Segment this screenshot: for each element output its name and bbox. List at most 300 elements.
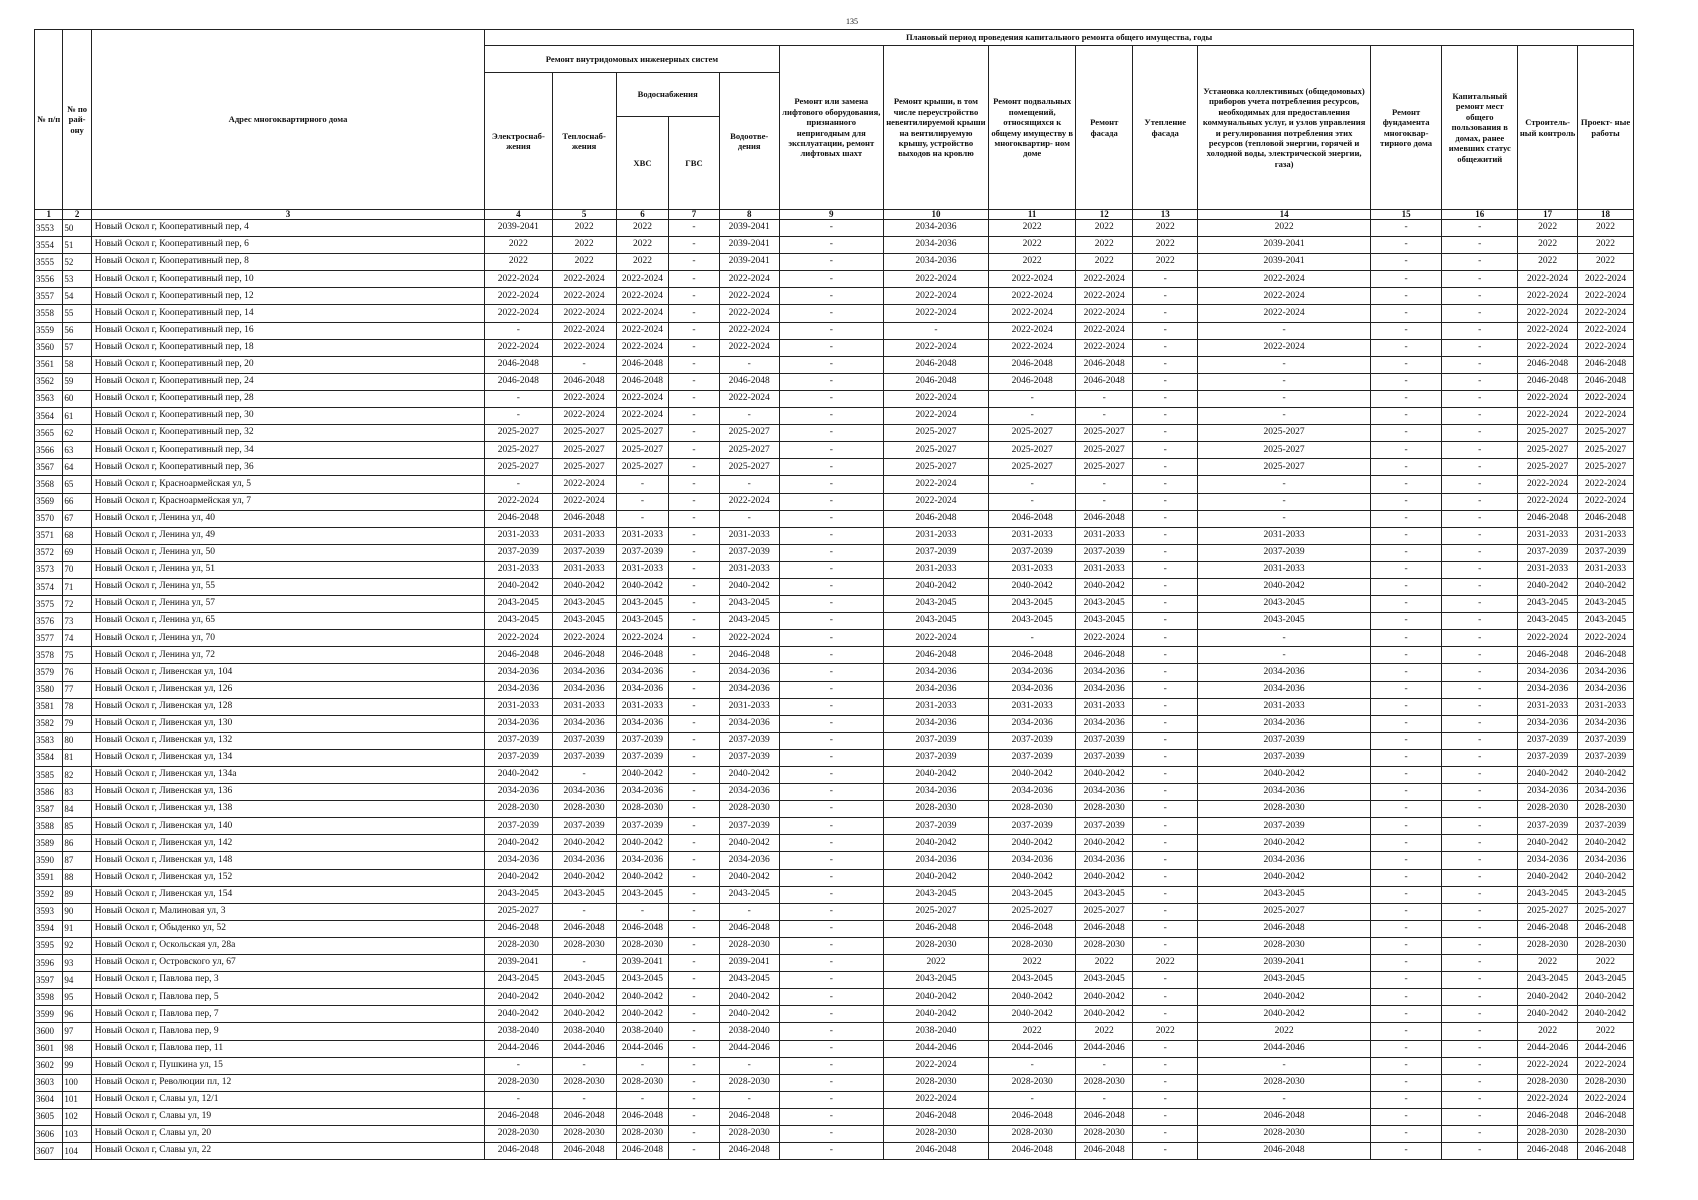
period-cell: 2044-2046 (1518, 1040, 1578, 1057)
period-cell: 2037-2039 (485, 732, 552, 749)
period-cell: 2022-2024 (1518, 630, 1578, 647)
period-cell: - (1133, 271, 1198, 288)
period-cell: 2022-2024 (719, 305, 779, 322)
column-number: 5 (552, 210, 616, 220)
period-cell: 2022 (1578, 254, 1634, 271)
period-cell: 2043-2045 (552, 972, 616, 989)
period-cell: 2028-2030 (883, 1125, 988, 1142)
period-cell: - (1442, 715, 1518, 732)
district-no-cell: 64 (63, 459, 91, 476)
period-cell: 2022-2024 (616, 390, 669, 407)
period-cell: - (1133, 544, 1198, 561)
period-cell: - (669, 972, 719, 989)
np-cell: 3584 (35, 749, 63, 766)
period-cell: - (1370, 322, 1442, 339)
period-cell: 2022-2024 (1578, 288, 1634, 305)
period-cell: 2022-2024 (485, 288, 552, 305)
period-cell: - (1133, 493, 1198, 510)
period-cell: 2034-2036 (552, 784, 616, 801)
period-cell: 2043-2045 (989, 886, 1076, 903)
table-row (35, 749, 1634, 766)
period-cell: 2031-2033 (1518, 561, 1578, 578)
period-cell: - (1076, 1091, 1133, 1108)
period-cell: 2022 (1518, 254, 1578, 271)
period-cell: - (1370, 373, 1442, 390)
np-cell: 3566 (35, 442, 63, 459)
header-heating: Теплоснаб- жения (552, 73, 616, 210)
np-cell: 3573 (35, 561, 63, 578)
period-cell: 2028-2030 (1518, 801, 1578, 818)
np-cell: 3577 (35, 630, 63, 647)
period-cell: 2046-2048 (485, 1108, 552, 1125)
period-cell: 2037-2039 (719, 749, 779, 766)
period-cell: 2028-2030 (616, 1074, 669, 1091)
period-cell: - (616, 1091, 669, 1108)
period-cell: 2040-2042 (719, 578, 779, 595)
period-cell: - (1442, 767, 1518, 784)
period-cell: 2044-2046 (485, 1040, 552, 1057)
period-cell: 2046-2048 (1076, 373, 1133, 390)
period-cell: 2037-2039 (1518, 732, 1578, 749)
period-cell: 2038-2040 (552, 1023, 616, 1040)
period-cell: 2039-2041 (1198, 237, 1371, 254)
period-cell: - (1442, 544, 1518, 561)
table-row (35, 801, 1634, 818)
period-cell: - (1442, 390, 1518, 407)
period-cell: 2022-2024 (616, 339, 669, 356)
period-cell: 2022-2024 (616, 322, 669, 339)
period-cell: 2040-2042 (1578, 989, 1634, 1006)
period-cell: 2028-2030 (1518, 1125, 1578, 1142)
district-no-cell: 94 (63, 972, 91, 989)
table-row (35, 339, 1634, 356)
period-cell: - (669, 767, 719, 784)
district-no-cell: 51 (63, 237, 91, 254)
period-cell: - (669, 425, 719, 442)
address-cell: Новый Оскол г, Кооперативный пер, 16 (91, 322, 484, 339)
address-cell: Новый Оскол г, Кооперативный пер, 32 (91, 425, 484, 442)
period-cell: - (669, 835, 719, 852)
period-cell: 2025-2027 (485, 442, 552, 459)
period-cell: - (669, 1057, 719, 1074)
table-row (35, 767, 1634, 784)
period-cell: 2037-2039 (1076, 818, 1133, 835)
district-no-cell: 89 (63, 886, 91, 903)
table-row (35, 1074, 1634, 1091)
period-cell: - (669, 647, 719, 664)
period-cell: 2028-2030 (1076, 1125, 1133, 1142)
period-cell: - (669, 630, 719, 647)
district-no-cell: 76 (63, 664, 91, 681)
period-cell: 2034-2036 (719, 715, 779, 732)
header-dormitory: Капитальный ремонт мест общего пользования в домах, ранее имевших статус общежитий (1442, 46, 1518, 210)
table-row (35, 459, 1634, 476)
period-cell: - (779, 390, 883, 407)
period-cell: - (1442, 459, 1518, 476)
period-cell: 2040-2042 (719, 1006, 779, 1023)
period-cell: 2031-2033 (1076, 698, 1133, 715)
period-cell: - (1442, 1091, 1518, 1108)
period-cell: 2037-2039 (1518, 544, 1578, 561)
period-cell: 2031-2033 (1578, 561, 1634, 578)
period-cell: 2022-2024 (883, 630, 988, 647)
period-cell: 2043-2045 (989, 613, 1076, 630)
period-cell: - (552, 767, 616, 784)
period-cell: 2040-2042 (1076, 1006, 1133, 1023)
np-cell: 3582 (35, 715, 63, 732)
period-cell: 2028-2030 (989, 937, 1076, 954)
period-cell: - (669, 989, 719, 1006)
header-electricity: Электроснаб- жения (485, 73, 552, 210)
np-cell: 3587 (35, 801, 63, 818)
period-cell: 2046-2048 (552, 1143, 616, 1160)
period-cell: 2043-2045 (1198, 613, 1371, 630)
period-cell: 2022-2024 (883, 271, 988, 288)
period-cell: - (989, 476, 1076, 493)
period-cell: 2046-2048 (719, 1108, 779, 1125)
period-cell: 2037-2039 (719, 544, 779, 561)
period-cell: 2031-2033 (485, 561, 552, 578)
period-cell: 2046-2048 (719, 920, 779, 937)
period-cell: 2046-2048 (616, 373, 669, 390)
table-row (35, 1143, 1634, 1160)
np-cell: 3604 (35, 1091, 63, 1108)
period-cell: - (1442, 408, 1518, 425)
period-cell: - (1133, 425, 1198, 442)
period-cell: 2022-2024 (1076, 288, 1133, 305)
period-cell: - (1370, 681, 1442, 698)
np-cell: 3560 (35, 339, 63, 356)
period-cell: 2022-2024 (1518, 322, 1578, 339)
period-cell: 2028-2030 (1076, 1074, 1133, 1091)
period-cell: 2022-2024 (1578, 322, 1634, 339)
period-cell: - (779, 784, 883, 801)
period-cell: 2040-2042 (1518, 578, 1578, 595)
period-cell: - (669, 869, 719, 886)
period-cell: - (1442, 305, 1518, 322)
period-cell: 2022 (1578, 220, 1634, 237)
period-cell: - (669, 613, 719, 630)
period-cell: - (669, 715, 719, 732)
period-cell: - (779, 476, 883, 493)
period-cell: - (1442, 1023, 1518, 1040)
period-cell: 2046-2048 (989, 356, 1076, 373)
header-basement: Ремонт подвальных помещений, относящихся к общему имуществу в многоквартир- ном доме (989, 46, 1076, 210)
period-cell: - (779, 493, 883, 510)
np-cell: 3563 (35, 390, 63, 407)
period-cell: - (779, 322, 883, 339)
period-cell: 2043-2045 (616, 596, 669, 613)
address-cell: Новый Оскол г, Ливенская ул, 138 (91, 801, 484, 818)
district-no-cell: 57 (63, 339, 91, 356)
period-cell: 2046-2048 (989, 647, 1076, 664)
district-no-cell: 67 (63, 510, 91, 527)
period-cell: 2022 (1133, 220, 1198, 237)
period-cell: 2043-2045 (616, 886, 669, 903)
period-cell: - (1370, 972, 1442, 989)
period-cell: - (669, 408, 719, 425)
np-cell: 3599 (35, 1006, 63, 1023)
period-cell: 2043-2045 (616, 613, 669, 630)
period-cell: 2025-2027 (552, 442, 616, 459)
period-cell: - (669, 510, 719, 527)
period-cell: - (1370, 1108, 1442, 1125)
header-design-work: Проект- ные работы (1578, 46, 1634, 210)
period-cell: - (719, 408, 779, 425)
period-cell: - (616, 1057, 669, 1074)
np-cell: 3569 (35, 493, 63, 510)
period-cell: 2040-2042 (1518, 767, 1578, 784)
period-cell: - (552, 903, 616, 920)
period-cell: 2022 (1076, 955, 1133, 972)
period-cell: - (1370, 630, 1442, 647)
district-no-cell: 92 (63, 937, 91, 954)
period-cell: 2040-2042 (552, 835, 616, 852)
district-no-cell: 73 (63, 613, 91, 630)
period-cell: 2022-2024 (883, 493, 988, 510)
period-cell: - (669, 1143, 719, 1160)
table-row (35, 715, 1634, 732)
period-cell: 2028-2030 (485, 801, 552, 818)
period-cell: 2022-2024 (485, 271, 552, 288)
period-cell: 2022-2024 (1076, 305, 1133, 322)
period-cell: 2028-2030 (1578, 1074, 1634, 1091)
address-cell: Новый Оскол г, Малиновая ул, 3 (91, 903, 484, 920)
period-cell: - (989, 1057, 1076, 1074)
header-water-supply: Водоснабжения (616, 73, 719, 117)
period-cell: 2034-2036 (883, 852, 988, 869)
np-cell: 3592 (35, 886, 63, 903)
period-cell: 2034-2036 (485, 715, 552, 732)
period-cell: - (669, 1040, 719, 1057)
period-cell: 2037-2039 (989, 544, 1076, 561)
district-no-cell: 97 (63, 1023, 91, 1040)
period-cell: - (779, 596, 883, 613)
address-cell: Новый Оскол г, Ленина ул, 57 (91, 596, 484, 613)
period-cell: 2022-2024 (989, 305, 1076, 322)
period-cell: 2022-2024 (989, 339, 1076, 356)
period-cell: 2022-2024 (1518, 271, 1578, 288)
period-cell: 2046-2048 (1518, 373, 1578, 390)
period-cell: - (1442, 596, 1518, 613)
period-cell: 2034-2036 (989, 852, 1076, 869)
period-cell: - (669, 305, 719, 322)
period-cell: - (1133, 459, 1198, 476)
period-cell: 2022-2024 (1518, 493, 1578, 510)
district-no-cell: 78 (63, 698, 91, 715)
column-numbers-row (35, 210, 1634, 220)
np-cell: 3572 (35, 544, 63, 561)
period-cell: 2028-2030 (1198, 937, 1371, 954)
table-row (35, 613, 1634, 630)
period-cell: 2040-2042 (616, 767, 669, 784)
np-cell: 3565 (35, 425, 63, 442)
period-cell: - (779, 1040, 883, 1057)
period-cell: - (616, 903, 669, 920)
period-cell: 2037-2039 (989, 732, 1076, 749)
period-cell: 2040-2042 (1578, 1006, 1634, 1023)
table-row (35, 698, 1634, 715)
period-cell: 2028-2030 (719, 1125, 779, 1142)
period-cell: 2037-2039 (616, 732, 669, 749)
table-row (35, 373, 1634, 390)
period-cell: - (1198, 510, 1371, 527)
period-cell: 2037-2039 (883, 749, 988, 766)
table-row (35, 476, 1634, 493)
period-cell: 2022-2024 (1198, 339, 1371, 356)
period-cell: - (779, 852, 883, 869)
period-cell: - (669, 544, 719, 561)
np-cell: 3567 (35, 459, 63, 476)
column-number: 15 (1370, 210, 1442, 220)
period-cell: 2046-2048 (883, 356, 988, 373)
district-no-cell: 82 (63, 767, 91, 784)
period-cell: 2034-2036 (719, 681, 779, 698)
period-cell: 2025-2027 (1198, 903, 1371, 920)
period-cell: - (1133, 989, 1198, 1006)
period-cell: 2034-2036 (616, 852, 669, 869)
district-no-cell: 55 (63, 305, 91, 322)
period-cell: 2046-2048 (485, 356, 552, 373)
period-cell: 2039-2041 (616, 955, 669, 972)
period-cell: - (1133, 322, 1198, 339)
period-cell: - (1370, 425, 1442, 442)
period-cell: - (1133, 647, 1198, 664)
period-cell: - (1442, 955, 1518, 972)
period-cell: 2034-2036 (1578, 681, 1634, 698)
period-cell: - (1370, 237, 1442, 254)
np-cell: 3601 (35, 1040, 63, 1057)
period-cell: 2022-2024 (1578, 271, 1634, 288)
table-row (35, 527, 1634, 544)
column-number: 6 (616, 210, 669, 220)
period-cell: 2034-2036 (1518, 681, 1578, 698)
period-cell: 2043-2045 (1076, 972, 1133, 989)
period-cell: - (1198, 356, 1371, 373)
period-cell: 2037-2039 (1198, 749, 1371, 766)
period-cell: - (1133, 784, 1198, 801)
period-cell: 2040-2042 (485, 767, 552, 784)
period-cell: 2039-2041 (719, 237, 779, 254)
period-cell: - (1370, 390, 1442, 407)
np-cell: 3574 (35, 578, 63, 595)
period-cell: 2043-2045 (719, 886, 779, 903)
period-cell: 2046-2048 (719, 647, 779, 664)
period-cell: 2022 (552, 237, 616, 254)
period-cell: 2040-2042 (1198, 578, 1371, 595)
district-no-cell: 60 (63, 390, 91, 407)
address-cell: Новый Оскол г, Ливенская ул, 126 (91, 681, 484, 698)
period-cell: 2028-2030 (719, 801, 779, 818)
period-cell: - (779, 732, 883, 749)
period-cell: 2025-2027 (989, 442, 1076, 459)
period-cell: 2022-2024 (1518, 408, 1578, 425)
period-cell: 2046-2048 (883, 510, 988, 527)
np-cell: 3605 (35, 1108, 63, 1125)
address-cell: Новый Оскол г, Павлова пер, 3 (91, 972, 484, 989)
period-cell: 2022-2024 (552, 271, 616, 288)
address-cell: Новый Оскол г, Славы ул, 22 (91, 1143, 484, 1160)
period-cell: - (1442, 425, 1518, 442)
table-row (35, 972, 1634, 989)
period-cell: 2040-2042 (1578, 767, 1634, 784)
np-cell: 3595 (35, 937, 63, 954)
period-cell: - (779, 220, 883, 237)
address-cell: Новый Оскол г, Кооперативный пер, 20 (91, 356, 484, 373)
period-cell: 2040-2042 (883, 835, 988, 852)
table-body (35, 220, 1634, 1160)
period-cell: 2031-2033 (1076, 561, 1133, 578)
period-cell: 2046-2048 (1076, 356, 1133, 373)
period-cell: - (1133, 476, 1198, 493)
np-cell: 3571 (35, 527, 63, 544)
period-cell: - (1370, 852, 1442, 869)
period-cell: - (1442, 647, 1518, 664)
period-cell: - (1442, 1074, 1518, 1091)
period-cell: 2040-2042 (1578, 835, 1634, 852)
header-meters: Установка коллективных (общедомовых) приборов учета потребления ресурсов, необходимых для предоставления коммунальных услуг, и узлов управления и регулирования потребления этих ресурсов (тепловой энергии, горячей и холодной воды, электрической энергии, газа) (1198, 46, 1371, 210)
period-cell: - (669, 527, 719, 544)
period-cell: 2043-2045 (1076, 596, 1133, 613)
period-cell: 2022 (989, 220, 1076, 237)
period-cell: - (1442, 288, 1518, 305)
district-no-cell: 79 (63, 715, 91, 732)
period-cell: - (1133, 869, 1198, 886)
period-cell: - (1370, 271, 1442, 288)
period-cell: 2034-2036 (1518, 664, 1578, 681)
period-cell: - (719, 356, 779, 373)
period-cell: - (1442, 442, 1518, 459)
period-cell: - (1442, 801, 1518, 818)
period-cell: - (1370, 510, 1442, 527)
period-cell: - (1370, 698, 1442, 715)
period-cell: 2046-2048 (1198, 920, 1371, 937)
period-cell: - (669, 801, 719, 818)
period-cell: - (1442, 527, 1518, 544)
district-no-cell: 66 (63, 493, 91, 510)
np-cell: 3570 (35, 510, 63, 527)
period-cell: - (779, 681, 883, 698)
period-cell: 2034-2036 (1076, 664, 1133, 681)
period-cell: 2025-2027 (1198, 442, 1371, 459)
table-row (35, 630, 1634, 647)
period-cell: - (1442, 818, 1518, 835)
period-cell: - (1133, 356, 1198, 373)
period-cell: - (1442, 561, 1518, 578)
period-cell: 2022-2024 (719, 493, 779, 510)
period-cell: 2022 (552, 254, 616, 271)
period-cell: 2022-2024 (1578, 1091, 1634, 1108)
period-cell: - (779, 561, 883, 578)
district-no-cell: 104 (63, 1143, 91, 1160)
address-cell: Новый Оскол г, Кооперативный пер, 6 (91, 237, 484, 254)
period-cell: - (1442, 784, 1518, 801)
period-cell: - (1442, 681, 1518, 698)
period-cell: - (1442, 937, 1518, 954)
period-cell: 2022-2024 (1518, 390, 1578, 407)
period-cell: - (669, 1023, 719, 1040)
column-number: 13 (1133, 210, 1198, 220)
period-cell: 2034-2036 (883, 715, 988, 732)
period-cell: 2022-2024 (552, 476, 616, 493)
address-cell: Новый Оскол г, Ливенская ул, 148 (91, 852, 484, 869)
period-cell: 2040-2042 (485, 989, 552, 1006)
period-cell: 2022 (1578, 237, 1634, 254)
period-cell: - (616, 493, 669, 510)
period-cell: 2034-2036 (1076, 784, 1133, 801)
table-row (35, 544, 1634, 561)
period-cell: 2022-2024 (1076, 339, 1133, 356)
